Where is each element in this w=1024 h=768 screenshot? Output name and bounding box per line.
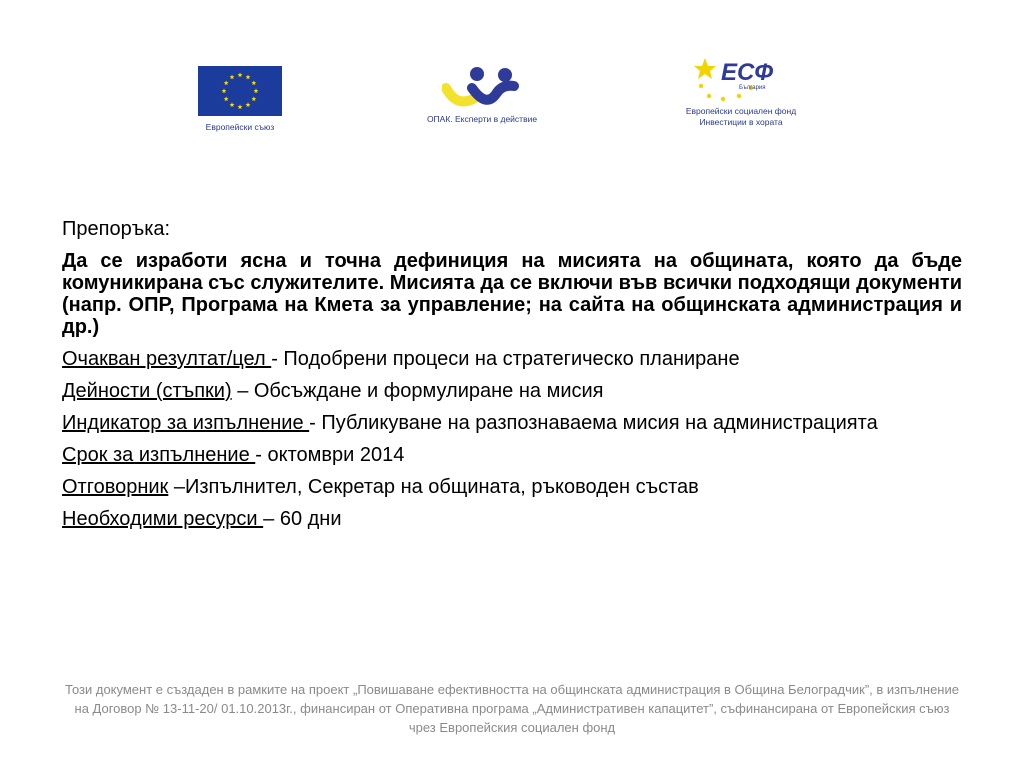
item-text: - Подобрени процеси на стратегическо планиране — [271, 348, 740, 370]
item-expected-result — [62, 348, 962, 370]
esf-logo — [668, 56, 814, 128]
recommendation-text: Да се изработи ясна и точна дефиниция на мисията на общината, която да бъде комуникирана със служителите. Мисията да се включи във всички подходящи документи (напр. ОПР, Програма на Кмета за управление; на сайта на общинската администрация и др.) — [62, 250, 962, 338]
item-label: Индикатор за изпълнение — [62, 412, 310, 434]
item-deadline — [62, 444, 962, 466]
item-label: Необходими ресурси — [62, 508, 264, 530]
esf-mark-icon — [691, 56, 791, 104]
item-text: - Публикуване на разпознаваема мисия на администрацията — [309, 412, 878, 434]
eu-label: Европейски съюз — [205, 122, 275, 132]
opak-mark-icon — [442, 66, 522, 110]
esf-mark-text: ЕСФ — [721, 59, 774, 86]
opak-label: ОПАК. Експерти в действие — [426, 114, 538, 124]
item-label: Срок за изпълнение — [62, 444, 256, 466]
item-label: Очакван резултат/цел — [62, 348, 272, 370]
item-text: - октомври 2014 — [255, 444, 405, 466]
footer-disclaimer: Този документ е създаден в рамките на проект „Повишаване ефективността на общинската администрация в Община Белоградчик”, в изпълнение на Договор № 13-11-20/ 01.10.2013г., финансиран от Оперативна програма „Административен капацитет”, съфинансирана от Европейския съюз чрез Европейския социален фонд — [65, 682, 959, 735]
eu-flag-icon — [198, 66, 282, 116]
item-text: –Изпълнител, Секретар на общината, ръководен състав — [168, 476, 699, 498]
opak-logo — [412, 66, 552, 125]
item-activities — [62, 380, 962, 402]
item-resources — [62, 508, 962, 530]
item-text: – Обсъждане и формулиране на мисия — [231, 380, 604, 402]
item-indicator — [62, 412, 962, 434]
item-label: Дейности (стъпки) — [62, 380, 232, 402]
eu-logo — [192, 66, 288, 133]
recommendation-heading: Препоръка: — [62, 218, 171, 240]
esf-label-line-2: Инвестиции в хората — [699, 117, 783, 127]
item-label: Отговорник — [62, 476, 169, 498]
esf-label-line-1: Европейски социален фонд — [685, 106, 797, 116]
item-responsible — [62, 476, 962, 498]
item-text: – 60 дни — [263, 508, 342, 530]
recommendation-content — [62, 218, 962, 540]
esf-sub-text: България — [739, 85, 766, 91]
